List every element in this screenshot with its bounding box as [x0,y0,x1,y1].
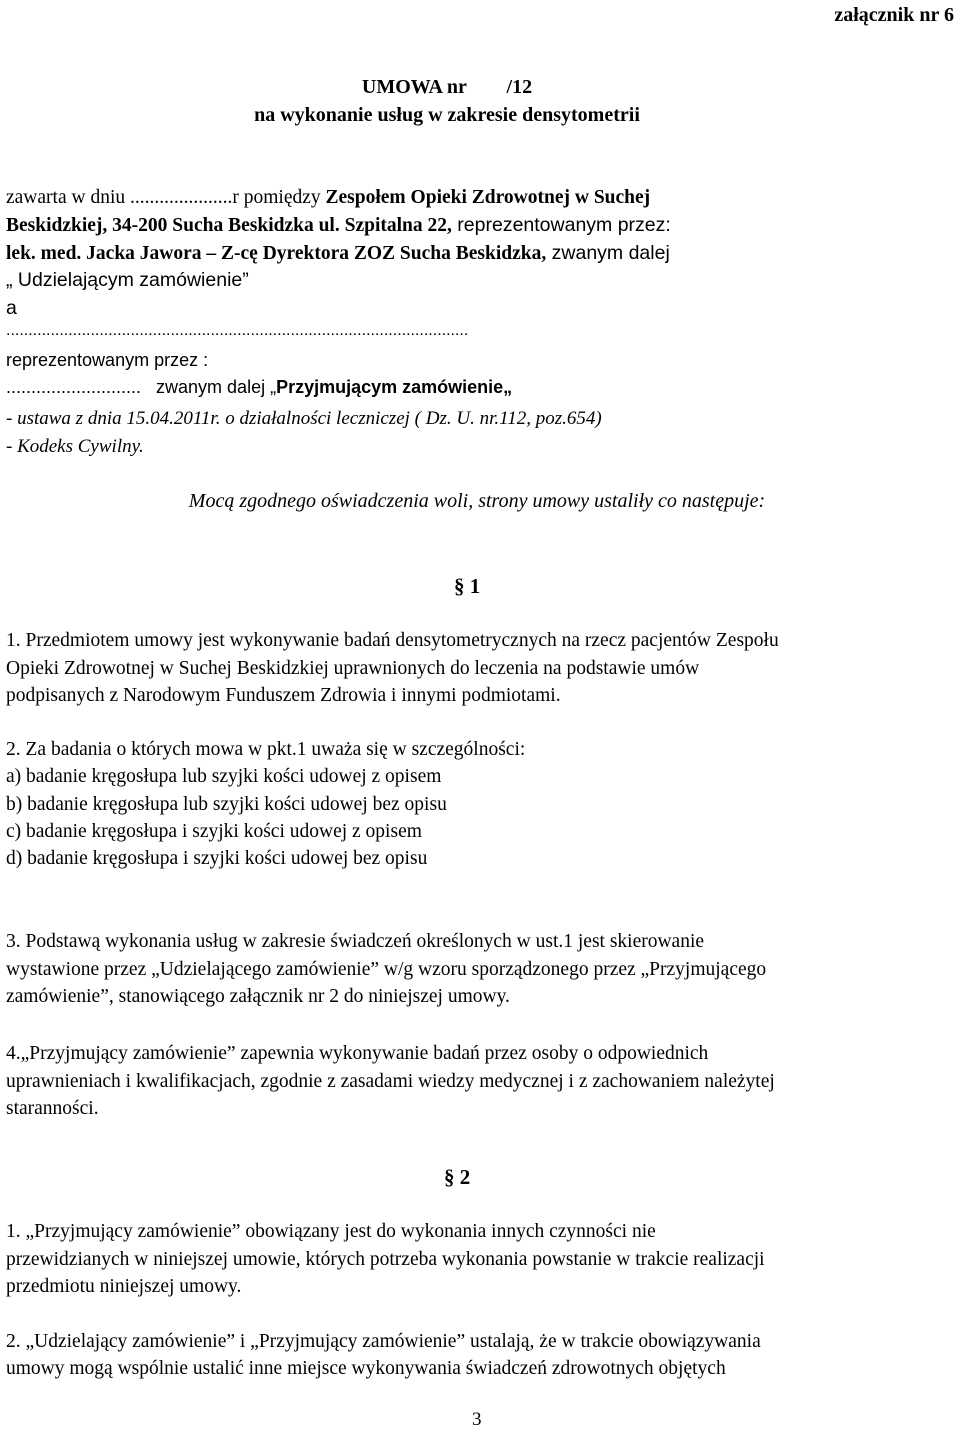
parties-line-2 [6,214,671,237]
party-alias-1: „ Udzielającym zamówienie” [6,269,249,291]
section-sign-icon: § [444,1165,455,1189]
contract-subtitle: na wykonanie usług w zakresie densytometrii [254,104,640,126]
legal-basis-1: - ustawa z dnia 15.04.2011r. o działalności leczniczej ( Dz. U. nr.112, poz.654) [6,408,602,429]
section-2-heading [444,1165,470,1190]
called-text: zwanym dalej [546,242,670,264]
contract-title: UMOWA nr /12 [361,76,533,98]
s1-p1-line-1: 1. Przedmiotem umowy jest wykonywanie badań densytometrycznych na rzecz pacjentów Zespołu [6,630,779,651]
s1-p3-line-3: zamówienie”, stanowiącego załącznik nr 2 do niniejszej umowy. [6,986,510,1007]
s2-p1-line-3: przedmiotu niniejszej umowy. [6,1276,242,1297]
page-number: 3 [472,1409,482,1430]
s1-list-item-b: b) badanie kręgosłupa lub szyjki kości udowej bez opisu [6,794,447,815]
party-address: Beskidzkiej, 34-200 Sucha Beskidzka ul. Szpitalna 22, [6,215,452,236]
s1-p2-line-1: 2. Za badania o których mowa w pkt.1 uważa się w szczególności: [6,739,526,760]
called-prefix: ........................... zwanym dalej „ [6,377,277,397]
legal-basis-2: - Kodeks Cywilny. [6,436,144,457]
s1-p1-line-3: podpisanych z Narodowym Funduszem Zdrowia i innymi podmiotami. [6,685,561,706]
party-alias-2: Przyjmującym zamówienie„ [276,377,513,397]
conjunction-a: a [6,297,17,319]
s2-p1-line-1: 1. „Przyjmujący zamówienie” obowiązany jest do wykonania innych czynności nie [6,1221,656,1242]
s1-p4-line-3: staranności. [6,1098,99,1119]
represented-by-text: reprezentowanym przez: [451,214,671,236]
representative-name: lek. med. Jacka Jawora – Z-cę Dyrektora ZOZ Sucha Beskidzka, [6,243,547,264]
s2-p2-line-1: 2. „Udzielający zamówienie” i „Przyjmujący zamówienie” ustalają, że w trakcie obowiązywania [6,1331,761,1352]
s1-p3-line-1: 3. Podstawą wykonania usług w zakresie świadczeń określonych w ust.1 jest skierowanie [6,931,705,952]
s1-p4-line-2: uprawnieniach i kwalifikacjach, zgodnie z zasadami wiedzy medycznej i z zachowaniem należytej [6,1071,775,1092]
party-name: Zespołem Opieki Zdrowotnej w Suchej [325,187,651,208]
s1-list-item-c: c) badanie kręgosłupa i szyjki kości udowej z opisem [6,821,422,842]
date-text: zawarta w dniu .....................r pomiędzy [6,187,326,208]
section-number: 1 [469,574,481,598]
s1-p1-line-2: Opieki Zdrowotnej w Suchej Beskidzkiej uprawnionych do leczenia na podstawie umów [6,658,700,679]
s2-p2-line-2: umowy mogą wspólnie ustalić inne miejsce wykonywania świadczeń zdrowotnych objętych [6,1358,726,1379]
intro-statement: Mocą zgodnego oświadczenia woli, strony umowy ustaliły co następuje: [188,490,766,512]
section-1-heading [454,574,480,599]
parties-line-8 [6,377,512,398]
section-sign-icon: § [454,574,465,598]
blank-party-line: ........................................................................................................ [6,322,469,339]
parties-line-3 [6,242,670,265]
s1-list-item-d: d) badanie kręgosłupa i szyjki kości udowej bez opisu [6,848,428,869]
s1-p4-line-1: 4.„Przyjmujący zamówienie” zapewnia wykonywanie badań przez osoby o odpowiednich [6,1043,709,1064]
s1-p3-line-2: wystawione przez „Udzielającego zamówienie” w/g wzoru sporządzonego przez „Przyjmującego [6,959,767,980]
s2-p1-line-2: przewidzianych w niniejszej umowie, których potrzeba wykonania powstanie w trakcie realizacji [6,1249,765,1270]
section-number: 2 [459,1165,471,1189]
represented-by-line: reprezentowanym przez : [6,350,209,370]
s1-list-item-a: a) badanie kręgosłupa lub szyjki kości udowej z opisem [6,766,442,787]
annex-label: załącznik nr 6 [834,4,954,26]
parties-line-1 [6,187,650,209]
